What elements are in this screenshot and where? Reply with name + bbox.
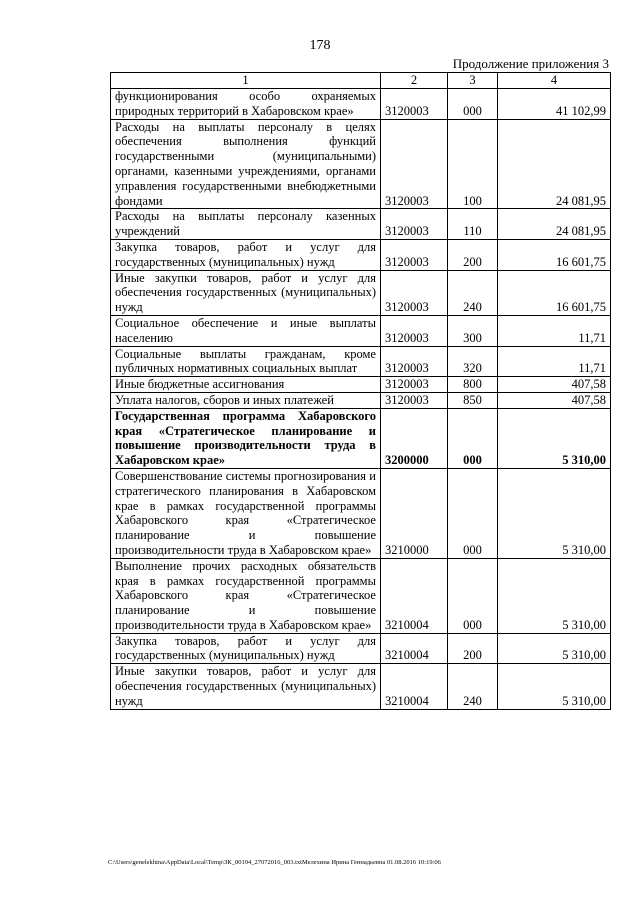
row-code-cell: 3210000: [381, 468, 448, 558]
row-name-cell: Иные закупки товаров, работ и услуг для обеспечения государственных (муниципальных) нужд: [111, 270, 381, 315]
row-amount-cell: 11,71: [498, 346, 611, 377]
row-expense-type-cell: 800: [448, 377, 498, 393]
row-expense-type-cell: 200: [448, 239, 498, 270]
table-row: [111, 377, 611, 393]
row-amount-cell: 16 601,75: [498, 270, 611, 315]
row-name-cell: Расходы на выплаты персоналу в целях обеспечения выполнения функций государственными (муниципальными) органами, казенными учреждениями, органами управления государственными внебюджетными фондами: [111, 119, 381, 209]
row-name-cell: Иные бюджетные ассигнования: [111, 377, 381, 393]
row-expense-type-cell: 000: [448, 408, 498, 468]
table-row: [111, 239, 611, 270]
row-name-cell: Иные закупки товаров, работ и услуг для обеспечения государственных (муниципальных) нужд: [111, 664, 381, 709]
row-name-cell: Закупка товаров, работ и услуг для государственных (муниципальных) нужд: [111, 633, 381, 664]
continuation-label: Продолжение приложения 3: [452, 56, 609, 71]
row-expense-type-cell: 240: [448, 270, 498, 315]
row-code-cell: 3120003: [381, 346, 448, 377]
row-name-cell: функционирования особо охраняемых природных территорий в Хабаровском крае»: [111, 89, 381, 120]
row-amount-cell: 24 081,95: [498, 209, 611, 240]
row-amount-cell: 11,71: [498, 315, 611, 346]
row-expense-type-cell: 300: [448, 315, 498, 346]
table-row: [111, 119, 611, 209]
table-row: [111, 392, 611, 408]
header-col-3: 3: [448, 73, 498, 89]
row-amount-cell: 407,58: [498, 377, 611, 393]
row-code-cell: 3120003: [381, 209, 448, 240]
row-amount-cell: 16 601,75: [498, 239, 611, 270]
table-row: [111, 408, 611, 468]
row-expense-type-cell: 850: [448, 392, 498, 408]
row-expense-type-cell: 000: [448, 468, 498, 558]
row-expense-type-cell: 110: [448, 209, 498, 240]
table-row: [111, 346, 611, 377]
row-expense-type-cell: 100: [448, 119, 498, 209]
table-row: [111, 89, 611, 120]
row-expense-type-cell: 240: [448, 664, 498, 709]
table-row: [111, 315, 611, 346]
row-name-cell: Выполнение прочих расходных обязательств края в рамках государственной программы Хабаровского края «Стратегическое планирование и повышение производительности труда в Хабаровском крае»: [111, 558, 381, 633]
row-amount-cell: 407,58: [498, 392, 611, 408]
table-header-row: [111, 73, 611, 89]
row-expense-type-cell: 200: [448, 633, 498, 664]
row-code-cell: 3200000: [381, 408, 448, 468]
row-amount-cell: 5 310,00: [498, 664, 611, 709]
row-code-cell: 3120003: [381, 239, 448, 270]
row-code-cell: 3210004: [381, 633, 448, 664]
row-code-cell: 3120003: [381, 270, 448, 315]
header-col-1: 1: [111, 73, 381, 89]
row-name-cell: Государственная программа Хабаровского края «Стратегическое планирование и повышение производительности труда в Хабаровском крае»: [111, 408, 381, 468]
row-name-cell: Социальные выплаты гражданам, кроме публичных нормативных социальных выплат: [111, 346, 381, 377]
row-code-cell: 3120003: [381, 315, 448, 346]
footer-file-path: C:\Users\genelekhina\AppData\Local\Temp\ЗК_00194_27072016_003.txtМелехина Ирина Геннадьевна 01.08.2016 10:19:06: [108, 859, 441, 866]
row-code-cell: 3120003: [381, 89, 448, 120]
table-row: [111, 664, 611, 709]
page-number: 178: [309, 38, 331, 53]
row-code-cell: 3120003: [381, 119, 448, 209]
table-row: [111, 558, 611, 633]
row-amount-cell: 5 310,00: [498, 408, 611, 468]
table-row: [111, 270, 611, 315]
row-code-cell: 3120003: [381, 377, 448, 393]
row-code-cell: 3120003: [381, 392, 448, 408]
table-row: [111, 468, 611, 558]
row-expense-type-cell: 320: [448, 346, 498, 377]
row-name-cell: Уплата налогов, сборов и иных платежей: [111, 392, 381, 408]
row-amount-cell: 5 310,00: [498, 468, 611, 558]
table-row: [111, 209, 611, 240]
budget-table: [110, 72, 611, 710]
table-row: [111, 633, 611, 664]
row-name-cell: Закупка товаров, работ и услуг для государственных (муниципальных) нужд: [111, 239, 381, 270]
header-col-4: 4: [498, 73, 611, 89]
row-amount-cell: 5 310,00: [498, 558, 611, 633]
header-col-2: 2: [381, 73, 448, 89]
row-expense-type-cell: 000: [448, 89, 498, 120]
row-expense-type-cell: 000: [448, 558, 498, 633]
row-name-cell: Совершенствование системы прогнозирования и стратегического планирования в Хабаровском крае в рамках государственной программы Хабаровского края «Стратегическое планирование и повышение производительности труда в Хабаровском крае»: [111, 468, 381, 558]
row-name-cell: Социальное обеспечение и иные выплаты населению: [111, 315, 381, 346]
row-code-cell: 3210004: [381, 664, 448, 709]
row-code-cell: 3210004: [381, 558, 448, 633]
row-amount-cell: 5 310,00: [498, 633, 611, 664]
row-amount-cell: 41 102,99: [498, 89, 611, 120]
row-name-cell: Расходы на выплаты персоналу казенных учреждений: [111, 209, 381, 240]
row-amount-cell: 24 081,95: [498, 119, 611, 209]
